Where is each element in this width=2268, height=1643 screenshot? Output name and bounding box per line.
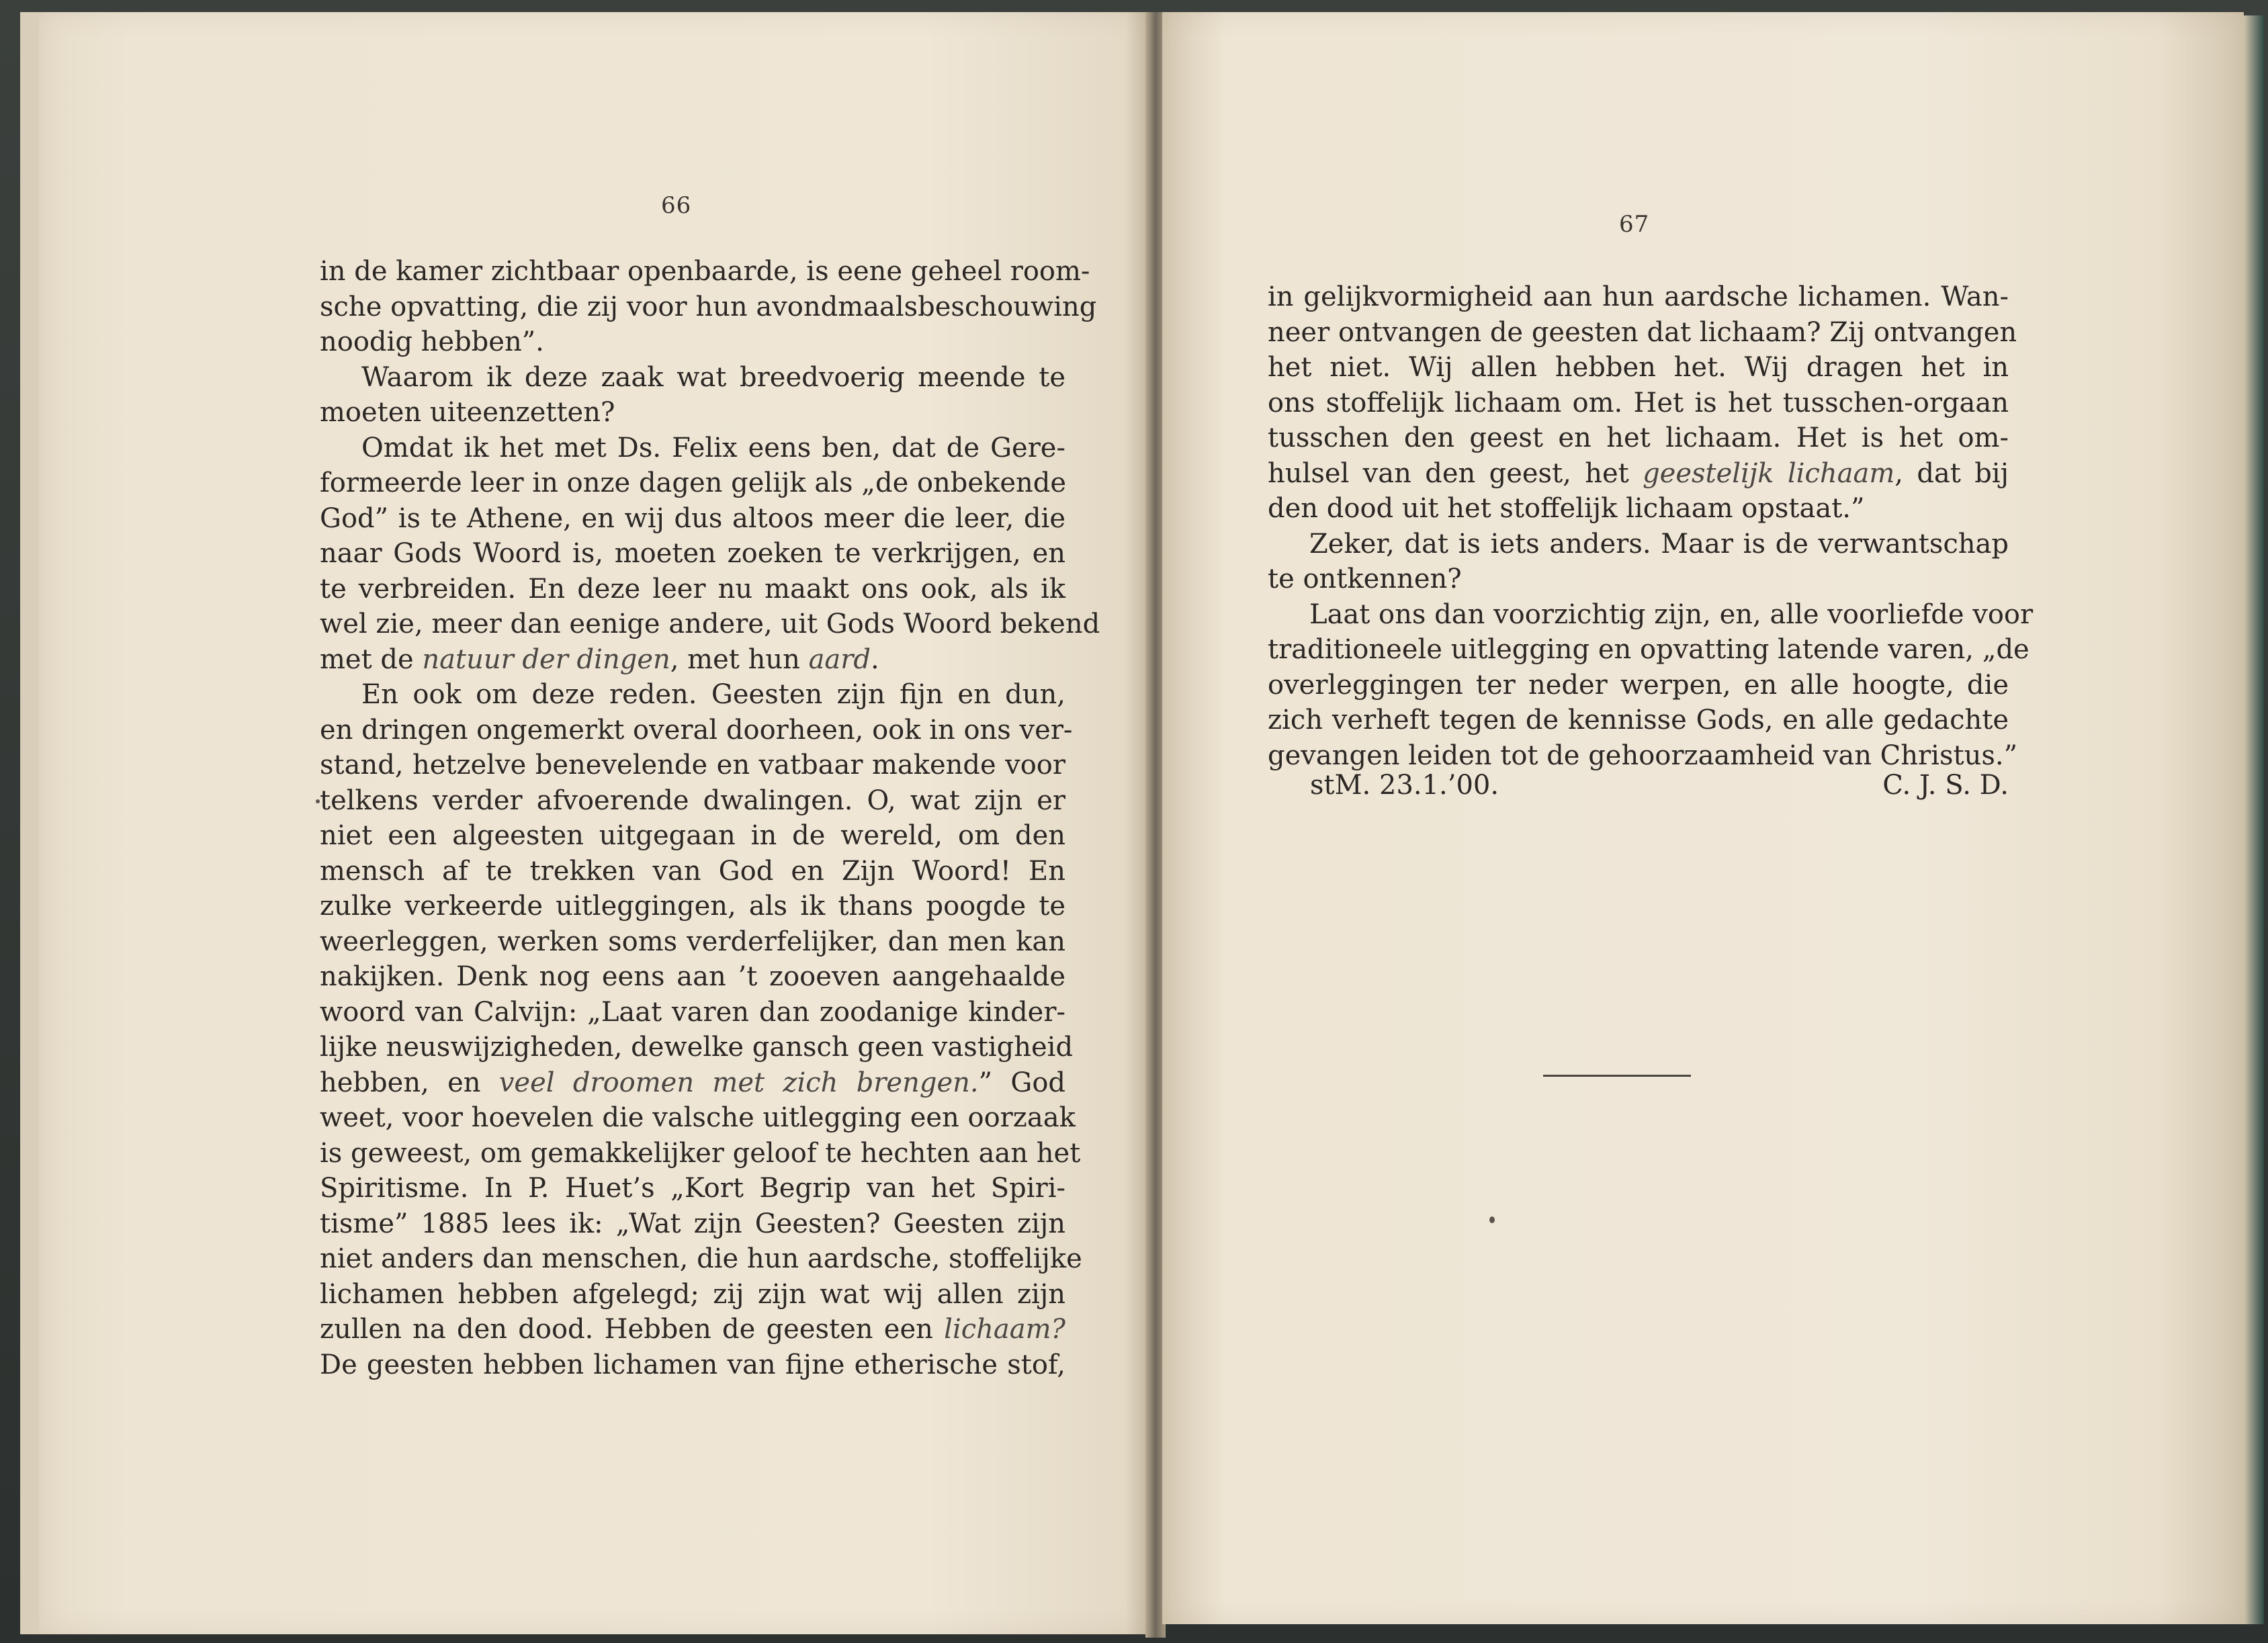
left-page [20,12,1147,1634]
text-line: nakijken. Denk nog eens aan ’t zooeven aangehaalde [320,961,1065,992]
text-fragment: , met hun [670,643,809,675]
text-line: telkens verder afvoerende dwalingen. O, wat zijn er [320,785,1065,816]
text-line: wel zie, meer dan eenige andere, uit Gods Woord bekend [320,609,1100,639]
text-line: tisme” 1885 lees ik: „Wat zijn Geesten? Geesten zijn [320,1208,1065,1239]
text-fragment: hebben, en [320,1067,499,1098]
italic-phrase: veel droomen met zich brengen. [498,1067,979,1098]
italic-phrase: natuur der dingen [422,643,670,675]
right-page-number: 67 [1619,211,1650,238]
text-line: God” is te Athene, en wij dus altoos meer die leer, die [320,502,1065,534]
text-line: niet anders dan menschen, die hun aardsche, stoffelijke [320,1243,1082,1274]
text-line: in de kamer zichtbaar openbaarde, is eene geheel room- [320,256,1090,287]
text-fragment: , dat bij [1894,457,2009,489]
book-cover-edge [2244,15,2264,1624]
text-line: traditioneele uitlegging en opvatting latende varen, „de [1268,634,2030,665]
text-line: De geesten hebben lichamen van fijne etherische stof, [320,1349,1065,1380]
text-line: het niet. Wij allen hebben het. Wij dragen het in [1268,352,2009,383]
text-line: Waarom ik deze zaak wat breedvoerig meende te [361,361,1065,393]
ink-speck [316,799,320,803]
text-line: noodig hebben”. [320,326,544,357]
text-line: Omdat ik het met Ds. Felix eens ben, dat de Gere- [361,432,1065,463]
text-line: weet, voor hoevelen die valsche uitlegging een oorzaak [320,1102,1076,1133]
text-fragment: met de [320,643,423,675]
text-line: tusschen den geest en het lichaam. Het is het om- [1268,423,2009,453]
text-line: zulke verkeerde uitleggingen, als ik thans poogde te [320,891,1065,922]
text-line: lijke neuswijzigheden, dewelke gansch geen vastigheid [320,1032,1074,1063]
ink-speck [1489,1216,1495,1223]
text-line: is geweest, om gemakkelijker geloof te hechten aan het [320,1137,1081,1169]
text-fragment: ” God [978,1067,1066,1098]
text-line: moeten uiteenzetten? [320,397,615,428]
text-line: en dringen ongemerkt overal doorheen, ook in ons ver- [320,714,1073,746]
left-page-text [320,254,1100,1382]
text-line: in gelijkvormigheid aan hun aardsche lichamen. Wan- [1268,281,2009,312]
text-line: den dood uit het stoffelijk lichaam opstaat.” [1268,493,1865,524]
text-line: niet een algeesten uitgegaan in de wereld, om den [320,820,1065,851]
italic-phrase: lichaam? [944,1314,1065,1345]
text-fragment: zullen na den dood. Hebben de geesten een [320,1314,945,1345]
text-line: overleggingen ter neder werpen, en alle hoogte, die [1268,669,2009,701]
text-line: gevangen leiden tot de gehoorzaamheid van Christus.” [1268,740,2018,771]
closing-rule [1543,1075,1691,1077]
text-line: Laat ons dan voorzichtig zijn, en, alle voorliefde voor [1309,598,2034,630]
text-line [1268,456,2009,492]
text-line: sche opvatting, die zij voor hun avondmaalsbeschouwing [320,291,1097,322]
text-line [320,1065,1065,1101]
text-fragment: . [871,643,879,675]
text-line: te verbreiden. En deze leer nu maakt ons ook, als ik [320,573,1065,605]
text-line: stand, hetzelve benevelende en vatbaar makende voor [320,750,1065,781]
text-line [320,1312,1065,1347]
text-line: En ook om deze reden. Geesten zijn fijn en dun, [361,679,1065,710]
left-page-number: 66 [661,192,692,219]
text-line: lichamen hebben afgelegd; zij zijn wat wij allen zijn [320,1278,1065,1310]
open-book [20,12,2264,1638]
signature-place-date: stM. 23.1.’00. [1310,770,1499,801]
signature-initials: C. J. S. D. [1882,770,2009,801]
italic-phrase: geestelijk lichaam [1643,457,1895,489]
text-line: mensch af te trekken van God en Zijn Woord! En [320,855,1065,887]
text-line [320,642,1065,678]
text-line: naar Gods Woord is, moeten zoeken te verkrijgen, en [320,538,1065,569]
text-line: ons stoffelijk lichaam om. Het is het tusschen-orgaan [1268,387,2009,418]
text-line: formeerde leer in onze dagen gelijk als „de onbekende [320,468,1067,498]
text-line: te ontkennen? [1268,564,1462,594]
text-line: woord van Calvijn: „Laat varen dan zoodanige kinder- [320,996,1065,1028]
text-line: zich verheft tegen de kennisse Gods, en alle gedachte [1268,705,2009,736]
right-page-body [1268,279,2034,773]
text-fragment: hulsel van den geest, het [1268,457,1643,489]
text-line: Zeker, dat is iets anders. Maar is de verwantschap [1309,528,2009,560]
italic-phrase: aard [808,643,871,675]
text-line: neer ontvangen de geesten dat lichaam? Zij ontvangen [1268,316,2017,348]
right-page [1162,12,2244,1624]
signature-line [1310,768,2009,803]
text-line: weerleggen, werken soms verderfelijker, dan men kan [320,926,1065,957]
text-line: Spiritisme. In P. Huet’s „Kort Begrip van het Spiri- [320,1173,1065,1204]
